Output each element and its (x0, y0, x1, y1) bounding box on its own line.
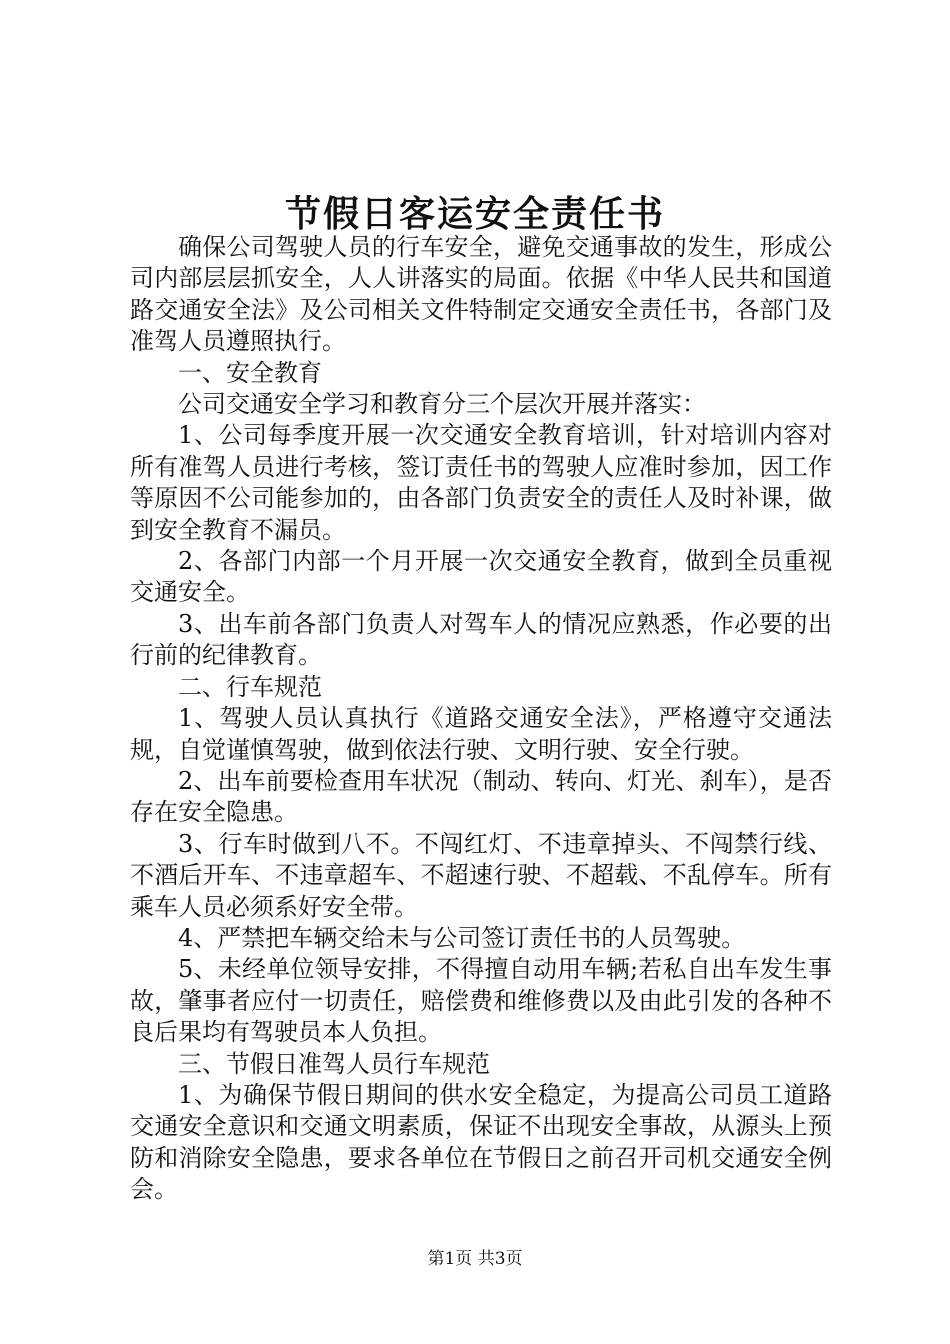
section-heading-3: 三、节假日准驾人员行车规范 (178, 1049, 490, 1078)
document-title: 节假日客运安全责任书 (284, 194, 665, 235)
paragraph: 1、公司每季度开展一次交通安全教育培训，针对培训内容对所有准驾人员进行考核，签订责任书的驾驶人应准时参加，因工作等原因不公司能参加的，由各部门负责安全的责任人及时补课，做到安全教育不漏员。 (130, 421, 832, 544)
paragraph: 5、未经单位领导安排，不得擅自动用车辆;若私自出车发生事故，肇事者应付一切责任，赔偿费和维修费以及由此引发的各种不良后果均有驾驶员本人负担。 (130, 955, 832, 1047)
section-heading-2: 二、行车规范 (178, 672, 322, 701)
paragraph-intro: 确保公司驾驶人员的行车安全，避免交通事故的发生，形成公司内部层层抓安全，人人讲落实的局面。依据《中华人民共和国道路交通安全法》及公司相关文件特制定交通安全责任书，各部门及准驾人员遵照执行。 (130, 233, 832, 356)
section-heading-1: 一、安全教育 (178, 358, 322, 387)
document-body (130, 232, 832, 1206)
paragraph: 1、驾驶人员认真执行《道路交通安全法》，严格遵守交通法规，自觉谨慎驾驶，做到依法行驶、文明行驶、安全行驶。 (130, 704, 832, 764)
page-number-footer: 第1页 共3页 (427, 1249, 523, 1269)
paragraph: 2、各部门内部一个月开展一次交通安全教育，做到全员重视交通安全。 (130, 547, 832, 607)
paragraph: 4、严禁把车辆交给未与公司签订责任书的人员驾驶。 (178, 923, 746, 952)
paragraph: 3、出车前各部门负责人对驾车人的情况应熟悉，作必要的出行前的纪律教育。 (130, 609, 832, 670)
paragraph: 3、行车时做到八不。不闯红灯、不违章掉头、不闯禁行线、不酒后开车、不违章超车、不超速行驶、不超载、不乱停车。所有乘车人员必须系好安全带。 (130, 829, 832, 921)
paragraph: 公司交通安全学习和教育分三个层次开展并落实： (178, 390, 706, 419)
paragraph: 2、出车前要检查用车状况（制动、转向、灯光、刹车），是否存在安全隐患。 (130, 766, 832, 827)
paragraph: 1、为确保节假日期间的供水安全稳定，为提高公司员工道路交通安全意识和交通文明素质，保证不出现安全事故，从源头上预防和消除安全隐患，要求各单位在节假日之前召开司机交通安全例会。 (130, 1080, 832, 1204)
